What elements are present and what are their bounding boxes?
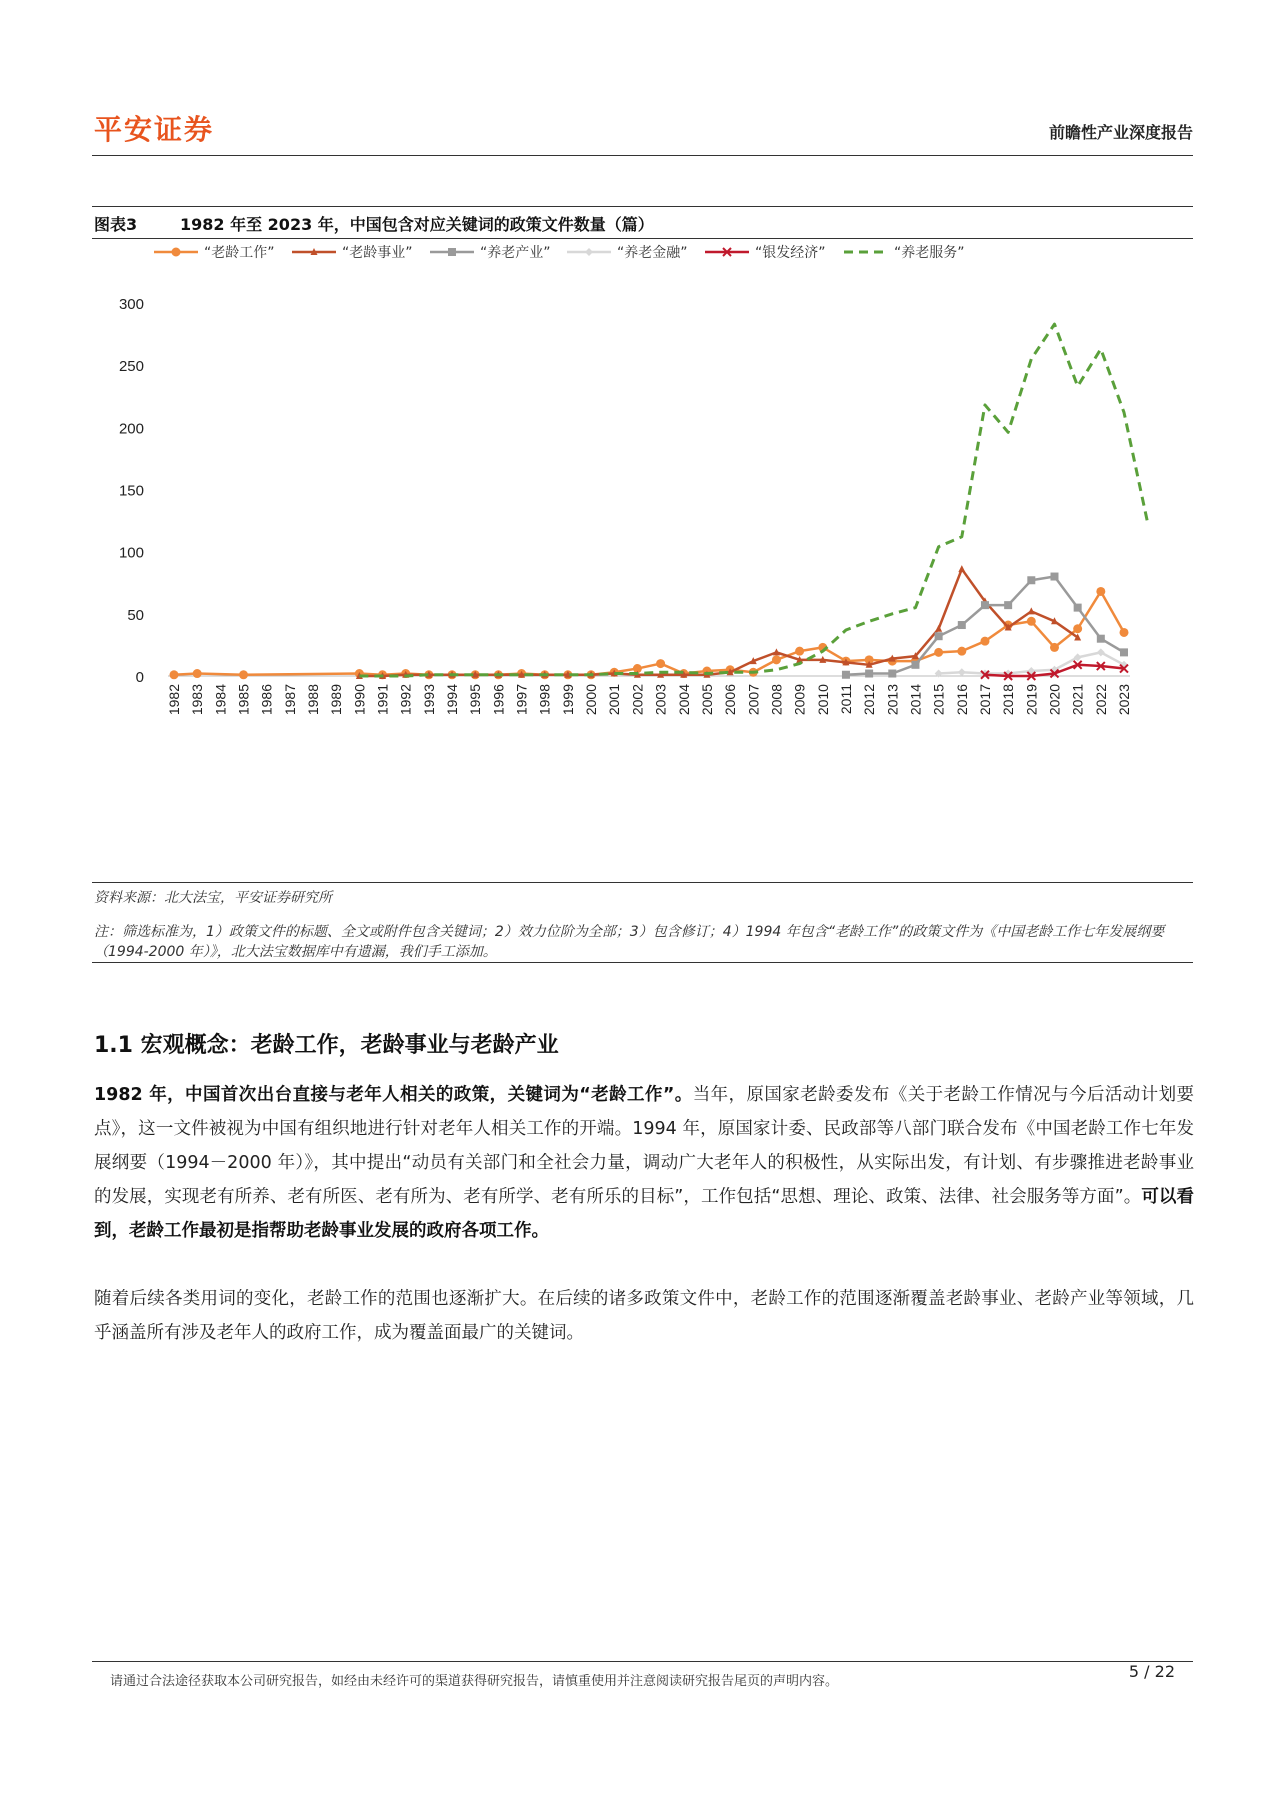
header-divider <box>92 155 1193 156</box>
x-tick-label: 2000 <box>583 684 600 716</box>
x-tick-label: 2006 <box>722 684 739 716</box>
data-point <box>865 670 873 678</box>
y-axis <box>119 296 144 686</box>
legend-item <box>705 244 826 261</box>
paragraph-1-lead: 1982 年，中国首次出台直接与老年人相关的政策，关键词为“老龄工作”。 <box>94 1085 693 1105</box>
figure-note: 注：筛选标准为，1）政策文件的标题、全文或附件包含关键词；2）效力位阶为全部；3）包含修订；4）1994 年包含“老龄工作”的政策文件为《中国老龄工作七年发展纲要（1994-2000 年）》，北大法宝数据库中有遗漏，我们手工添加。 <box>94 924 1165 960</box>
data-point <box>1073 624 1082 633</box>
legend-item <box>844 244 965 261</box>
legend-label: “老龄事业” <box>342 245 413 261</box>
data-point <box>656 659 665 668</box>
section-title: 1.1 宏观概念：老龄工作，老龄事业与老龄产业 <box>94 1033 559 1058</box>
figure-top-divider <box>92 206 1193 207</box>
x-tick-label: 1983 <box>189 684 206 716</box>
data-point <box>170 670 179 679</box>
figure-bottom-divider <box>92 882 1193 883</box>
data-point <box>1120 628 1129 637</box>
x-tick-label: 1995 <box>467 684 484 716</box>
x-tick-label: 1991 <box>374 684 391 716</box>
data-point <box>981 601 989 609</box>
y-tick-label: 50 <box>127 606 144 624</box>
data-point <box>842 671 850 679</box>
series-group <box>356 565 1081 679</box>
legend-item <box>154 244 275 261</box>
y-tick-label: 200 <box>118 420 144 438</box>
x-tick-label: 2022 <box>1092 684 1109 716</box>
x-tick-label: 1993 <box>420 684 437 716</box>
data-point <box>934 648 943 657</box>
x-tick-label: 2013 <box>884 684 901 716</box>
paragraph-1-body: 当年，原国家老龄委发布《关于老龄工作情况与今后活动计划要点》，这一文件被视为中国有组织地进行针对老年人相关工作的开端。1994 年，原国家计委、民政部等八部门联合发布《中国老龄工作七年发展纲要（1994－2000 年）》，其中提出“动员有关部门和全社会力量，调动广大老年人的积极性，从实际出发，有计划、有步骤推进老龄事业的发展，实现老有所养、老有所医、老有所为、老有所学、老有所乐的目标”，工作包括“思想、理论、政策、法律、社会服务等方面”。 <box>94 1085 1194 1207</box>
data-point <box>1096 587 1105 596</box>
data-point <box>585 248 593 256</box>
x-tick-label: 2017 <box>976 684 993 716</box>
data-point <box>1027 576 1035 584</box>
x-tick-label: 1988 <box>305 684 322 716</box>
line-chart <box>92 240 1192 880</box>
page-number: 5 / 22 <box>1128 1662 1175 1681</box>
note-divider <box>92 962 1193 963</box>
x-tick-label: 2011 <box>837 684 854 715</box>
data-point <box>772 655 781 664</box>
x-tick-label: 2010 <box>814 684 831 716</box>
figure-title: 1982 年至 2023 年，中国包含对应关键词的政策文件数量（篇） <box>180 215 654 234</box>
y-tick-label: 150 <box>118 482 144 500</box>
data-point <box>935 632 943 640</box>
data-point <box>172 248 181 257</box>
x-tick-label: 2018 <box>1000 684 1017 716</box>
figure-title-divider <box>92 238 1193 239</box>
x-tick-label: 2009 <box>791 684 808 716</box>
paragraph-1 <box>94 1078 1194 1248</box>
legend-label: “养老金融” <box>617 245 688 261</box>
legend-item <box>292 244 413 261</box>
x-axis <box>166 676 1132 715</box>
data-point <box>888 670 896 678</box>
brand-logo: 平安证券 <box>94 113 215 146</box>
x-tick-label: 2014 <box>907 684 924 716</box>
x-tick-label: 1986 <box>258 684 275 716</box>
legend-label: “养老服务” <box>894 245 965 261</box>
paragraph-1-conclusion: 可以看到，老龄工作最初是指帮助老龄事业发展的政府各项工作。 <box>94 1187 1194 1241</box>
x-tick-label: 1982 <box>166 684 182 716</box>
x-tick-label: 1997 <box>513 684 530 716</box>
series-group <box>842 573 1128 679</box>
legend-label: “老龄工作” <box>204 245 275 261</box>
legend-label: “养老产业” <box>480 245 551 261</box>
x-tick-label: 1996 <box>490 684 507 716</box>
x-tick-label: 2020 <box>1046 684 1063 716</box>
data-point <box>911 661 919 669</box>
x-tick-label: 2012 <box>861 684 878 716</box>
y-tick-label: 100 <box>118 544 144 562</box>
data-point <box>1028 607 1035 614</box>
x-tick-label: 2004 <box>675 684 692 716</box>
data-point <box>1004 601 1012 609</box>
report-type: 前瞻性产业深度报告 <box>1048 123 1193 142</box>
x-tick-label: 2023 <box>1116 684 1132 716</box>
x-tick-label: 2003 <box>652 684 669 716</box>
x-tick-label: 2021 <box>1069 684 1086 716</box>
x-tick-label: 2005 <box>698 684 715 716</box>
data-point <box>239 670 248 679</box>
x-tick-label: 1992 <box>397 684 414 716</box>
data-point <box>958 565 965 572</box>
figure-number: 图表3 <box>94 215 138 234</box>
y-tick-label: 250 <box>118 358 144 376</box>
chart-series <box>170 324 1148 680</box>
x-tick-label: 2001 <box>606 684 623 716</box>
x-tick-label: 1990 <box>351 684 368 716</box>
x-tick-label: 2002 <box>629 684 646 716</box>
data-point <box>795 647 804 656</box>
x-tick-label: 1985 <box>235 684 252 716</box>
y-tick-label: 300 <box>118 296 144 313</box>
data-point <box>448 248 456 256</box>
data-point <box>958 621 966 629</box>
legend-item <box>567 244 688 261</box>
data-point <box>980 637 989 646</box>
footer-disclaimer: 请通过合法途径获取本公司研究报告，如经由未经许可的渠道获得研究报告，请慎重使用并注意阅读研究报告尾页的声明内容。 <box>110 1674 839 1689</box>
x-tick-label: 1987 <box>281 684 298 716</box>
x-tick-label: 2019 <box>1023 684 1040 716</box>
footer-divider <box>92 1661 1193 1662</box>
data-point <box>1027 617 1036 626</box>
data-point <box>1050 643 1059 652</box>
x-tick-label: 1984 <box>212 684 229 716</box>
x-tick-label: 1998 <box>536 684 553 716</box>
x-tick-label: 2008 <box>768 684 785 716</box>
x-tick-label: 1994 <box>444 684 461 716</box>
y-tick-label: 0 <box>135 669 144 686</box>
figure-source: 资料来源：北大法宝，平安证券研究所 <box>94 890 332 906</box>
data-point <box>957 647 966 656</box>
data-point <box>193 669 202 678</box>
x-tick-label: 1989 <box>328 684 345 716</box>
x-tick-label: 2016 <box>953 684 970 716</box>
legend-item <box>430 244 551 261</box>
x-tick-label: 1999 <box>559 684 576 716</box>
paragraph-2: 随着后续各类用词的变化，老龄工作的范围也逐渐扩大。在后续的诸多政策文件中，老龄工作的范围逐渐覆盖老龄事业、老龄产业等领域，几乎涵盖所有涉及老年人的政府工作，成为覆盖面最广的关键词。 <box>94 1289 1194 1343</box>
legend-label: “银发经济” <box>755 245 826 261</box>
figure-caption <box>94 212 654 235</box>
series-line <box>359 569 1077 676</box>
data-point <box>958 668 966 676</box>
data-point <box>1074 604 1082 612</box>
data-point <box>1097 635 1105 643</box>
chart-legend <box>154 244 965 261</box>
data-point <box>1050 573 1058 581</box>
data-point <box>1120 648 1128 656</box>
x-tick-label: 2015 <box>930 684 947 716</box>
x-tick-label: 2007 <box>745 684 762 716</box>
